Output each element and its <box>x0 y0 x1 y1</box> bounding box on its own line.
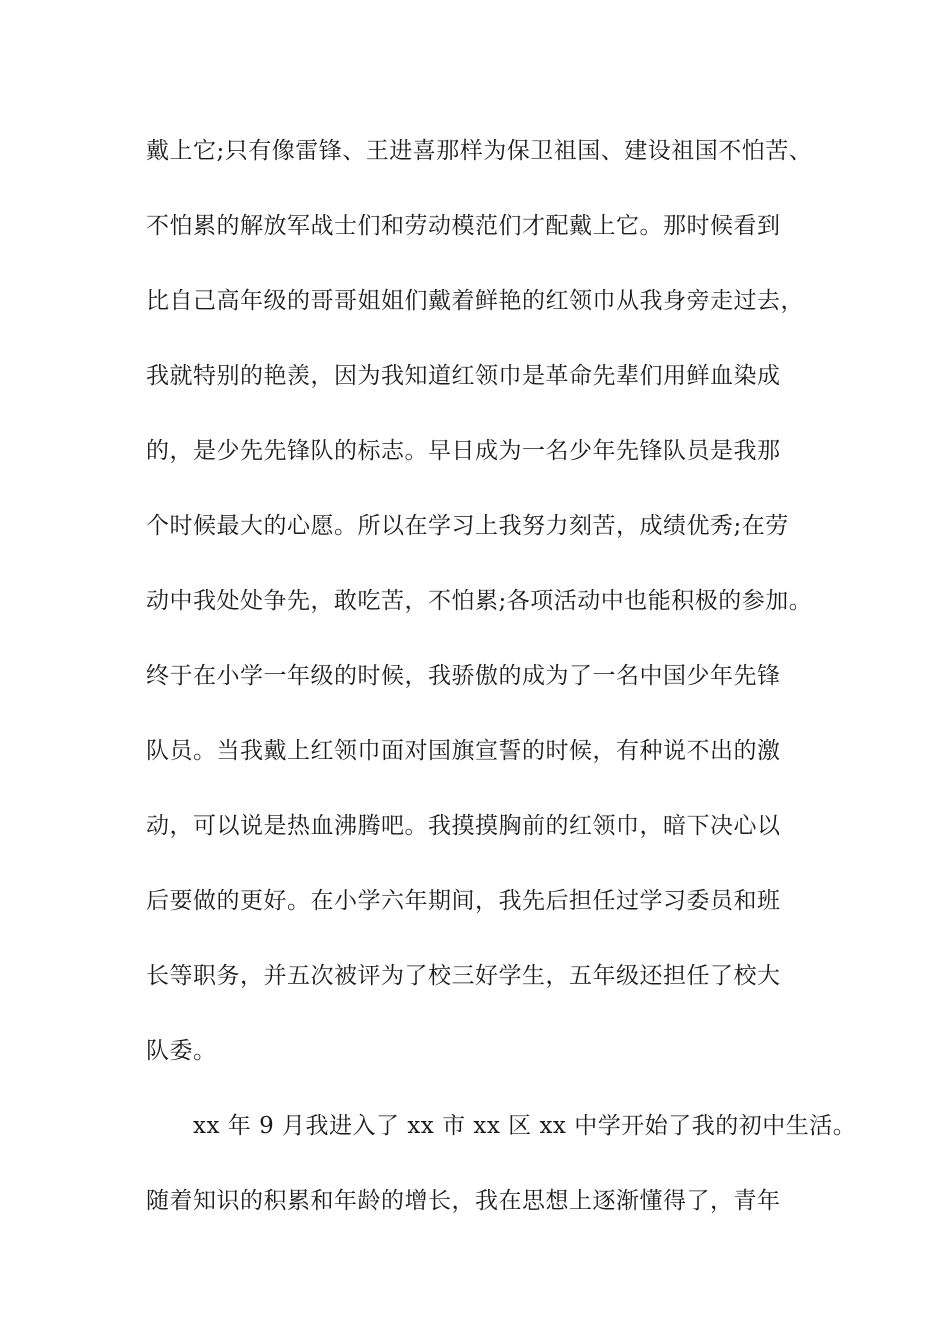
text-line: 长等职务，并五次被评为了校三好学生，五年级还担任了校大 <box>146 963 781 989</box>
text-line: 终于在小学一年级的时候，我骄傲的成为了一名中国少年先锋 <box>146 663 781 689</box>
text-line: 后要做的更好。在小学六年期间，我先后担任过学习委员和班 <box>146 888 781 914</box>
text-line: 个时候最大的心愿。所以在学习上我努力刻苦，成绩优秀;在劳 <box>146 513 789 539</box>
text-line: 不怕累的解放军战士们和劳动模范们才配戴上它。那时候看到 <box>146 213 781 239</box>
paragraph-first-line: xx 年 9 月我进入了 xx 市 xx 区 xx 中学开始了我的初中生活。 <box>193 1113 857 1139</box>
body-text <box>146 128 857 1253</box>
text-line: 我就特别的艳羡，因为我知道红领巾是革命先辈们用鲜血染成 <box>146 363 781 389</box>
text-line: 动，可以说是热血沸腾吧。我摸摸胸前的红领巾，暗下决心以 <box>146 813 781 839</box>
text-line: 比自己高年级的哥哥姐姐们戴着鲜艳的红领巾从我身旁走过去， <box>146 288 804 314</box>
text-line: 队员。当我戴上红领巾面对国旗宣誓的时候，有种说不出的激 <box>146 738 781 764</box>
text-line: 戴上它;只有像雷锋、王进喜那样为保卫祖国、建设祖国不怕苦、 <box>146 138 813 164</box>
text-line: 动中我处处争先，敢吃苦，不怕累;各项活动中也能积极的参加。 <box>146 588 813 614</box>
text-line: 的，是少先先锋队的标志。早日成为一名少年先锋队员是我那 <box>146 438 781 464</box>
text-line: 队委。 <box>146 1038 217 1064</box>
text-line: 随着知识的积累和年龄的增长，我在思想上逐渐懂得了，青年 <box>146 1188 781 1214</box>
